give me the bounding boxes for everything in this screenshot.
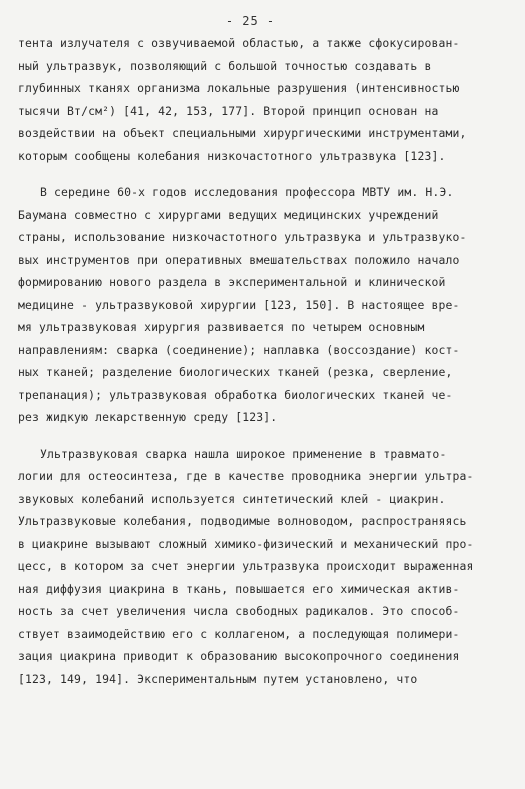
- text-line: ный ультразвук, позволяющий с большой точностью создавать в: [18, 58, 432, 73]
- paragraph-2: [18, 181, 483, 429]
- text-line: ствует взаимодействию его с коллагеном, а последующая полимери-: [18, 626, 460, 641]
- text-line: медицине - ультразвуковой хирургии [123, 150]. В настоящее вре-: [18, 297, 460, 312]
- text-line: логии для остеосинтеза, где в качестве проводника энергии ультра-: [18, 469, 474, 483]
- text-line: тысячи Вт/см²) [41, 42, 153, 177]. Второй принцип основан на: [18, 103, 439, 118]
- text-line: звуковых колебаний используется синтетический клей - циакрин.: [18, 491, 446, 506]
- paragraph-1: [18, 32, 483, 167]
- text-line: в циакрине вызывают сложный химико-физический и механический про-: [18, 536, 474, 551]
- text-line: формированию нового раздела в экспериментальной и клинической: [18, 275, 446, 289]
- text-line: [123, 149, 194]. Экспериментальным путем установлено, что: [18, 671, 418, 686]
- text-line: воздействии на объект специальными хирургическими инструментами,: [18, 126, 467, 140]
- text-line: направлениям: сварка (соединение); наплавка (воссоздание) кост-: [18, 342, 460, 357]
- text-line: В середине 60-х годов исследования профессора МВТУ им. Н.Э.: [40, 185, 454, 199]
- text-line: вых инструментов при оперативных вмешательствах положило начало: [18, 252, 460, 267]
- text-line: страны, использование низкочастотного ультразвука и ультразвуко-: [18, 230, 467, 244]
- text-line: Ультразвуковые колебания, подводимые волноводом, распространяясь: [18, 514, 467, 528]
- text-line: глубинных тканях организма локальные разрушения (интенсивностью: [18, 81, 460, 95]
- text-line: Ультразвуковая сварка нашла широкое применение в травмато-: [40, 446, 447, 461]
- text-line: рез жидкую лекарственную среду [123].: [18, 410, 278, 424]
- text-line: которым сообщены колебания низкочастотного ультразвука [123].: [18, 148, 446, 163]
- page-number: - 25 -: [225, 14, 276, 28]
- paragraph-3: [18, 443, 483, 691]
- text-line: цесс, в котором за счет энергии ультразвука происходит выраженная: [18, 559, 474, 573]
- text-line: ная диффузия циакрина в ткань, повышается его химическая актив-: [18, 581, 460, 596]
- text-line: ность за счет увеличения числа свободных радикалов. Это способ-: [18, 604, 460, 618]
- text-line: зация циакрина приводит к образованию высокопрочного соединения: [18, 649, 460, 663]
- text-line: Баумана совместно с хирургами ведущих медицинских учреждений: [18, 207, 439, 222]
- text-line: мя ультразвуковая хирургия развивается по четырем основным: [18, 320, 425, 334]
- text-line: трепанация); ультразвуковая обработка биологических тканей че-: [18, 387, 453, 402]
- text-line: ных тканей; разделение биологических тканей (резка, сверление,: [18, 365, 453, 379]
- text-line: тента излучателя с озвучиваемой областью, а также сфокусирован-: [18, 36, 460, 50]
